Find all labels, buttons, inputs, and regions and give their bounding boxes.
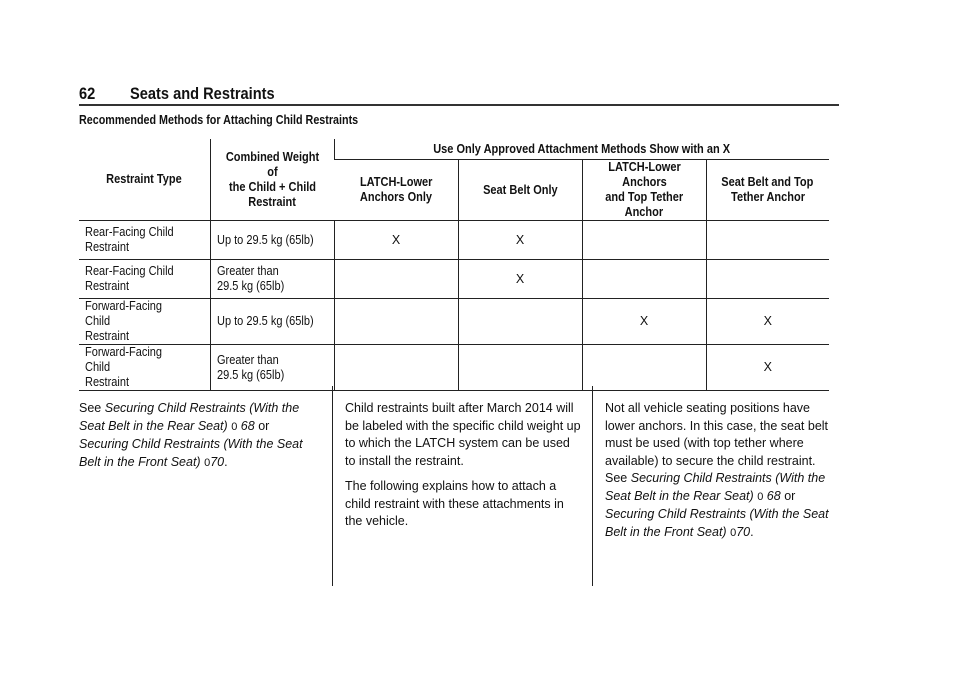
cell-seat-belt-top-tether: X <box>706 299 829 345</box>
page-number: 62 <box>79 84 96 103</box>
column-divider <box>332 386 333 586</box>
paragraph-latch-label: Child restraints built after March 2014 will be labeled with the specific child weight up to which the LATCH system can be used to install the restraint. <box>345 401 581 468</box>
link-rear-seat-restraints[interactable]: Securing Child Restraints (With the Seat Belt in the Rear Seat) <box>79 401 300 433</box>
section-title: Seats and Restraints <box>130 84 275 103</box>
cell-seat-belt-only <box>458 345 582 391</box>
page-ref-70[interactable]: 70 <box>210 454 225 469</box>
cell-weight: Greater than 29.5 kg (65lb) <box>210 345 334 391</box>
page-ref-arrow-icon: 0 <box>204 456 211 469</box>
cell-restraint-type: Rear-Facing Child Restraint <box>79 221 210 260</box>
left-column <box>79 400 319 472</box>
header-latch-top-tether: LATCH-Lower Anchors and Top Tether Anchor <box>582 160 706 221</box>
cell-weight: Greater than 29.5 kg (65lb) <box>210 260 334 299</box>
header-approved-methods: Use Only Approved Attachment Methods Show with an X <box>334 139 829 160</box>
header-latch-lower: LATCH-Lower Anchors Only <box>334 160 458 221</box>
table-row <box>79 221 829 260</box>
link-front-seat-restraints[interactable]: Securing Child Restraints (With the Seat Belt in the Front Seat) <box>605 507 829 539</box>
table-title: Recommended Methods for Attaching Child Restraints <box>79 113 359 127</box>
cell-seat-belt-only: X <box>458 260 582 299</box>
page-ref-arrow-icon: 0 <box>757 490 764 503</box>
header-combined-weight: Combined Weight of the Child + Child Restraint <box>210 139 334 221</box>
page-ref-arrow-icon: 0 <box>730 526 737 539</box>
cell-seat-belt-only: X <box>458 221 582 260</box>
page-ref-70[interactable]: 70 <box>736 524 751 539</box>
cell-latch-top-tether: X <box>582 299 706 345</box>
page-ref-68[interactable]: 68 <box>240 418 255 433</box>
header-seat-belt-only: Seat Belt Only <box>458 160 582 221</box>
cell-latch-top-tether <box>582 221 706 260</box>
paragraph-attach-intro: The following explains how to attach a child restraint with these attachments in the vehicle. <box>345 479 564 528</box>
cell-restraint-type: Rear-Facing Child Restraint <box>79 260 210 299</box>
link-rear-seat-restraints[interactable]: Securing Child Restraints (With the Seat Belt in the Rear Seat) <box>605 471 826 503</box>
table-row <box>79 345 829 391</box>
cell-restraint-type: Forward-Facing Child Restraint <box>79 345 210 391</box>
see-label: See <box>79 401 102 415</box>
table-row <box>79 260 829 299</box>
child-restraint-table <box>79 139 829 391</box>
or-label: or <box>258 418 270 433</box>
period: . <box>224 454 228 469</box>
cell-restraint-type: Forward-Facing Child Restraint <box>79 299 210 345</box>
cell-latch-lower <box>334 299 458 345</box>
cell-latch-lower <box>334 345 458 391</box>
table-row <box>79 299 829 345</box>
header-restraint-type: Restraint Type <box>79 139 210 221</box>
cell-seat-belt-only <box>458 299 582 345</box>
page-ref-arrow-icon: 0 <box>231 420 238 433</box>
header-seat-belt-top-tether: Seat Belt and Top Tether Anchor <box>706 160 829 221</box>
header-rule <box>79 104 839 106</box>
page-header <box>79 84 839 104</box>
cell-seat-belt-top-tether <box>706 260 829 299</box>
link-front-seat-restraints[interactable]: Securing Child Restraints (With the Seat Belt in the Front Seat) <box>79 437 303 469</box>
cell-latch-lower <box>334 260 458 299</box>
cell-seat-belt-top-tether <box>706 221 829 260</box>
cell-latch-lower: X <box>334 221 458 260</box>
cell-seat-belt-top-tether: X <box>706 345 829 391</box>
cell-weight: Up to 29.5 kg (65lb) <box>210 221 334 260</box>
page-ref-68[interactable]: 68 <box>766 488 781 503</box>
period: . <box>750 524 754 539</box>
cell-latch-top-tether <box>582 345 706 391</box>
cell-latch-top-tether <box>582 260 706 299</box>
cell-weight: Up to 29.5 kg (65lb) <box>210 299 334 345</box>
paragraph-lower-anchors: Not all vehicle seating positions have lower anchors. In this case, the seat belt must be used (with top tether where available) to secure the child restraint. See <box>605 401 829 485</box>
column-divider <box>592 386 593 586</box>
right-column <box>605 400 841 542</box>
or-label: or <box>784 488 796 503</box>
middle-column <box>345 400 581 531</box>
